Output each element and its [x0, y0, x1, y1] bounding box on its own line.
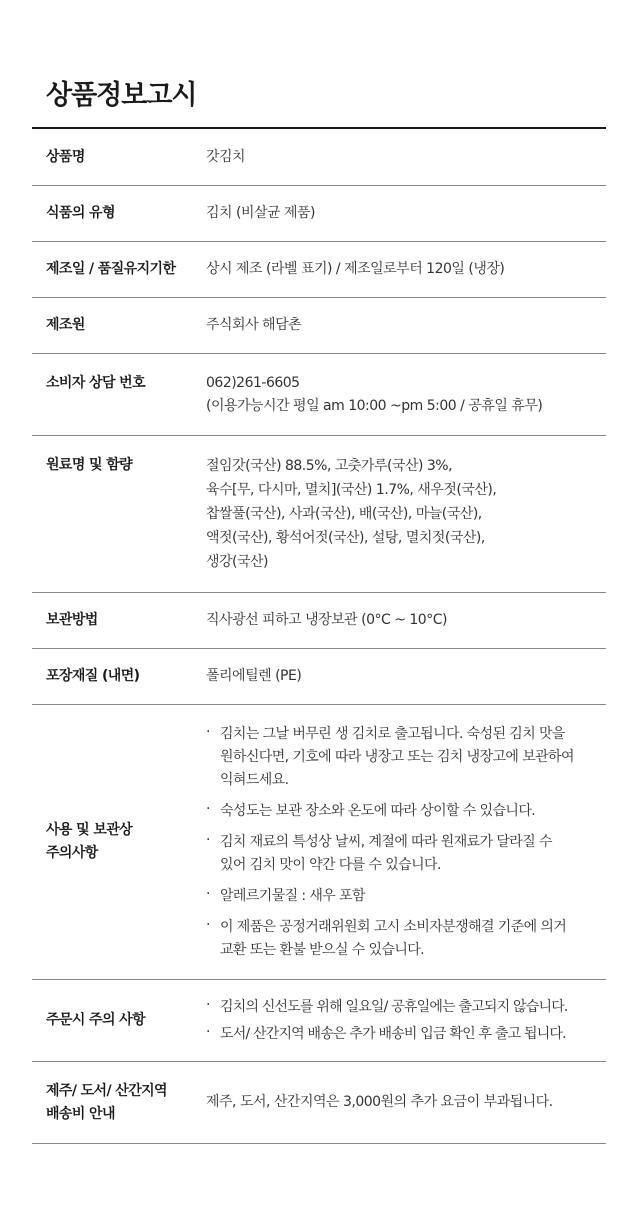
row-value: 직사광선 피하고 냉장보관 (0°C ~ 10°C)	[206, 612, 447, 628]
row-value: 주식회사 해담촌	[206, 317, 302, 333]
row-label: 주문시 주의 사항	[46, 1012, 146, 1028]
row-value: 갓김치	[206, 148, 246, 165]
row-consumer-contact	[32, 354, 606, 436]
row-label-line: 배송비 안내	[46, 1105, 115, 1122]
row-label: 제조원	[46, 317, 85, 333]
row-value: 폴리에틸렌 (PE)	[206, 668, 302, 684]
list-item-text: 있어 김치 맛이 약간 다를 수 있습니다.	[220, 856, 441, 873]
row-order-notice	[32, 980, 606, 1062]
ingredients-line: 액젓(국산), 황석어젓(국산), 설탕, 멸치젓(국산),	[206, 530, 485, 546]
row-label: 식품의 유형	[46, 205, 115, 221]
bullet-dot: ·	[206, 916, 210, 933]
list-item	[206, 885, 602, 908]
bullet-dot: ·	[206, 831, 210, 848]
row-label: 상품명	[46, 148, 85, 165]
row-value	[206, 996, 606, 1046]
ingredients-line: 찹쌀풀(국산), 사과(국산), 배(국산), 마늘(국산),	[206, 506, 482, 522]
list-item	[206, 800, 602, 823]
row-label: 제조일 / 품질유지기한	[46, 261, 176, 277]
row-label	[32, 819, 206, 865]
row-value: 상시 제조 (라벨 표기) / 제조일로부터 120일 (냉장)	[206, 261, 505, 277]
row-value	[206, 372, 606, 418]
row-storage-method	[32, 593, 606, 649]
row-label: 보관방법	[46, 612, 98, 628]
row-manufacture-date	[32, 242, 606, 298]
row-label-line: 제주/ 도서/ 산간지역	[46, 1082, 167, 1099]
bullet-dot: ·	[206, 885, 210, 902]
ingredients-line: 육수[무, 다시마, 멸치](국산) 1.7%, 새우젓(국산),	[206, 482, 497, 498]
row-label: 소비자 상담 번호	[46, 375, 146, 391]
bullet-dot: ·	[206, 800, 210, 817]
bullet-dot: ·	[206, 996, 210, 1013]
row-label-line: 사용 및 보관상	[46, 822, 133, 838]
list-item-text: 교환 또는 환불 받으실 수 있습니다.	[220, 941, 425, 958]
list-item-text: 알레르기물질 : 새우 포함	[220, 887, 365, 904]
row-ingredients	[32, 436, 606, 593]
row-usage-precautions	[32, 705, 606, 980]
list-item	[206, 996, 602, 1019]
row-label: 원료명 및 함량	[46, 457, 133, 473]
list-item-text: 김치의 신선도를 위해 일요일/ 공휴일에는 출고되지 않습니다.	[220, 998, 568, 1015]
product-info-table	[32, 127, 606, 1144]
list-item-text: 익혀드세요.	[220, 771, 289, 788]
list-item-text: 이 제품은 공정거래위원회 고시 소비자분쟁해결 기준에 의거	[220, 918, 567, 935]
list-item	[206, 916, 602, 962]
row-label	[32, 1080, 206, 1126]
list-item-text: 김치는 그날 버무린 생 김치로 출고됩니다. 숙성된 김치 맛을	[220, 725, 565, 742]
list-item-text: 원하신다면, 기호에 따라 냉장고 또는 김치 냉장고에 보관하여	[220, 748, 574, 765]
row-value	[206, 454, 606, 574]
row-product-name	[32, 129, 606, 186]
list-item-text: 숙성도는 보관 장소와 온도에 따라 상이할 수 있습니다.	[220, 802, 536, 819]
row-value: 김치 (비살균 제품)	[206, 205, 315, 221]
ingredients-line: 생강(국산)	[206, 554, 269, 570]
list-item-text: 도서/ 산간지역 배송은 추가 배송비 입금 확인 후 출고 됩니다.	[220, 1025, 566, 1042]
list-item	[206, 831, 602, 877]
contact-hours: (이용가능시간 평일 am 10:00 ~pm 5:00 / 공휴일 휴무)	[206, 398, 543, 414]
list-item	[206, 1023, 602, 1046]
row-value: 제주, 도서, 산간지역은 3,000원의 추가 요금이 부과됩니다.	[206, 1094, 553, 1110]
row-shipping-fee	[32, 1062, 606, 1144]
list-item	[206, 723, 602, 792]
row-label-line: 주의사항	[46, 845, 98, 861]
list-item-text: 김치 재료의 특성상 날씨, 계절에 따라 원재료가 달라질 수	[220, 833, 552, 850]
precaution-list	[206, 723, 602, 962]
row-label: 포장재질 (내면)	[46, 668, 140, 684]
order-notice-list	[206, 996, 602, 1046]
bullet-dot: ·	[206, 1023, 210, 1040]
ingredients-line: 절임갓(국산) 88.5%, 고춧가루(국산) 3%,	[206, 458, 453, 474]
row-packaging-material	[32, 649, 606, 705]
row-manufacturer	[32, 298, 606, 354]
contact-phone: 062)261-6605	[206, 375, 300, 391]
row-food-type	[32, 186, 606, 242]
bullet-dot: ·	[206, 723, 210, 740]
row-value	[206, 723, 606, 962]
page-title: 상품정보고시	[46, 80, 197, 111]
